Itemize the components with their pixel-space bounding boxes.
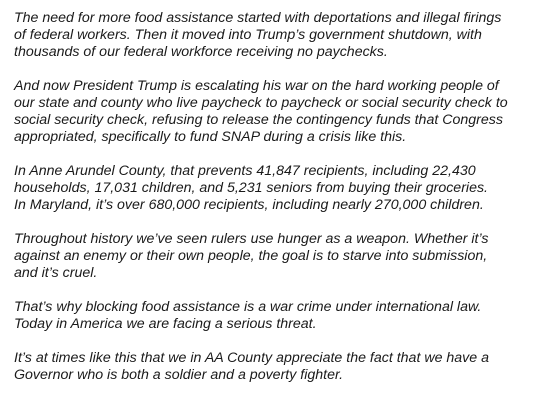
- text-line: Throughout history we’ve seen rulers use hunger as a weapon. Whether it’s: [14, 231, 489, 247]
- text-line: against an enemy or their own people, the goal is to starve into submission,: [14, 248, 488, 264]
- text-line: It’s at times like this that we in AA County appreciate the fact that we have a: [14, 350, 490, 366]
- text-line: And now President Trump is escalating his war on the hard working people of: [14, 78, 499, 94]
- text-line: of federal workers. Then it moved into Trump’s government shutdown, with: [14, 27, 482, 43]
- text-line: appropriated, specifically to fund SNAP during a crisis like this.: [14, 129, 407, 145]
- text-line: households, 17,031 children, and 5,231 seniors from buying their groceries.: [14, 180, 488, 196]
- paragraph-5: [14, 299, 542, 333]
- text-line: Governor who is both a soldier and a poverty fighter.: [14, 367, 344, 383]
- text-line: In Maryland, it’s over 680,000 recipients, including nearly 270,000 children.: [14, 197, 484, 213]
- text-line: The need for more food assistance started with deportations and illegal firings: [14, 10, 502, 26]
- paragraph-3: [14, 163, 542, 214]
- text-line: Today in America we are facing a serious threat.: [14, 316, 317, 332]
- paragraph-1: [14, 10, 542, 61]
- statement-document: [14, 10, 542, 384]
- text-line: In Anne Arundel County, that prevents 41,847 recipients, including 22,430: [14, 163, 476, 179]
- text-line: thousands of our federal workforce receiving no paychecks.: [14, 44, 388, 60]
- text-line: our state and county who live paycheck to paycheck or social security check to: [14, 95, 508, 111]
- paragraph-6: [14, 350, 542, 384]
- text-line: social security check, refusing to release the contingency funds that Congress: [14, 112, 503, 128]
- paragraph-2: [14, 78, 542, 146]
- paragraph-4: [14, 231, 542, 282]
- text-line: and it’s cruel.: [14, 265, 98, 281]
- text-line: That’s why blocking food assistance is a war crime under international law.: [14, 299, 482, 315]
